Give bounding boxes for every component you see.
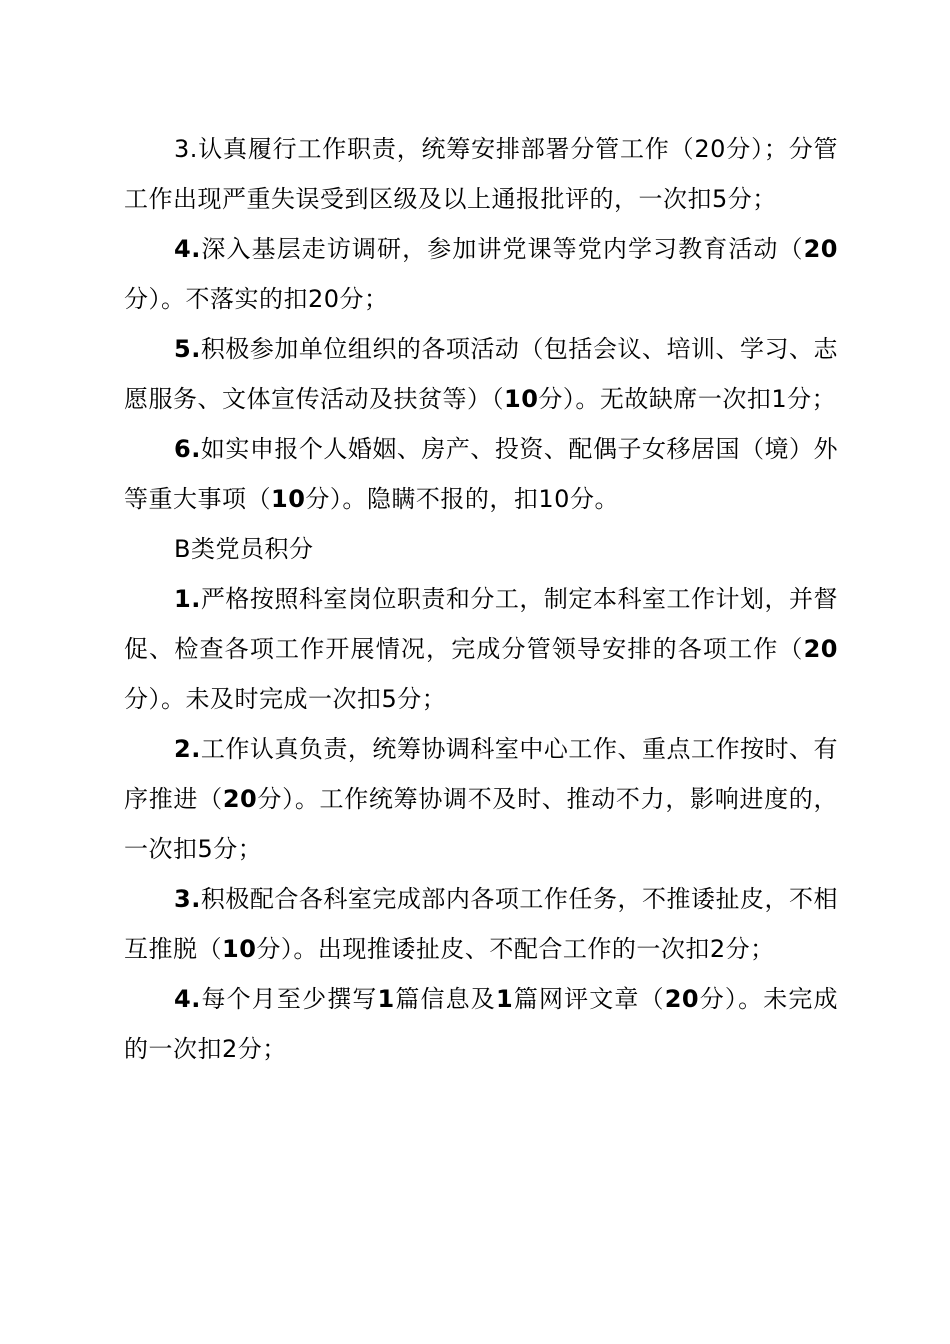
paragraph-text-tail: 分）。未及时完成一次扣5分； xyxy=(124,685,447,713)
item-number: 1. xyxy=(174,585,201,613)
score-value: 10 xyxy=(271,485,306,513)
section-heading-text: B类党员积分 xyxy=(174,535,314,563)
score-value: 20 xyxy=(803,235,838,263)
paragraph-a4 xyxy=(124,224,838,324)
document-page xyxy=(124,124,838,1074)
count-value: 1 xyxy=(495,985,514,1013)
score-value: 10 xyxy=(504,385,539,413)
paragraph-text-tail: 分）。不落实的扣20分； xyxy=(124,285,389,313)
item-number: 4. xyxy=(174,985,201,1013)
paragraph-text: 积极参加单位组织的各项活动（包括会议、培训、学习、志愿服务、文体宣传活动及扶贫等）（ xyxy=(124,335,838,413)
item-number: 6. xyxy=(174,435,201,463)
paragraph-text: 每个月至少撰写 xyxy=(200,985,378,1013)
paragraph-text: 积极配合各科室完成部内各项工作任务，不推诿扯皮，不相互推脱（ xyxy=(124,885,838,963)
paragraph-text: 深入基层走访调研，参加讲党课等党内学习教育活动（ xyxy=(200,235,804,263)
paragraph-text: 严格按照科室岗位职责和分工，制定本科室工作计划，并督促、检查各项工作开展情况，完成分管领导安排的各项工作（ xyxy=(124,585,838,663)
paragraph-text: 3.认真履行工作职责，统筹安排部署分管工作（20分）；分管工作出现严重失误受到区级及以上通报批评的，一次扣5分； xyxy=(124,135,838,213)
paragraph-a5 xyxy=(124,324,838,424)
item-number: 3. xyxy=(174,885,201,913)
score-value: 20 xyxy=(664,985,700,1013)
paragraph-text-tail: 分）。隐瞒不报的，扣10分。 xyxy=(305,485,619,513)
paragraph-text-tail: 分）。工作统筹协调不及时、推动不力，影响进度的，一次扣5分； xyxy=(124,785,839,863)
paragraph-b3 xyxy=(124,874,838,974)
score-value: 10 xyxy=(222,935,257,963)
paragraph-a6 xyxy=(124,424,838,524)
paragraph-text: 篇信息及 xyxy=(394,985,496,1013)
paragraph-text: 工作认真负责，统筹协调科室中心工作、重点工作按时、有序推进（ xyxy=(124,735,838,813)
section-heading-b xyxy=(124,524,838,574)
paragraph-b2 xyxy=(124,724,838,874)
paragraph-text-tail: 分）。未完成的一次扣2分； xyxy=(124,985,839,1063)
item-number: 2. xyxy=(174,735,201,763)
paragraph-b4 xyxy=(124,974,838,1074)
paragraph-b1 xyxy=(124,574,838,724)
paragraph-text: 如实申报个人婚姻、房产、投资、配偶子女移居国（境）外等重大事项（ xyxy=(124,435,838,513)
paragraph-a3 xyxy=(124,124,838,224)
paragraph-text: 篇网评文章（ xyxy=(513,985,665,1013)
item-number: 4. xyxy=(174,235,201,263)
item-number: 5. xyxy=(174,335,201,363)
score-value: 20 xyxy=(803,635,838,663)
paragraph-text-tail: 分）。无故缺席一次扣1分； xyxy=(538,385,837,413)
score-value: 20 xyxy=(222,785,258,813)
count-value: 1 xyxy=(377,985,395,1013)
paragraph-text-tail: 分）。出现推诿扯皮、不配合工作的一次扣2分； xyxy=(256,935,775,963)
